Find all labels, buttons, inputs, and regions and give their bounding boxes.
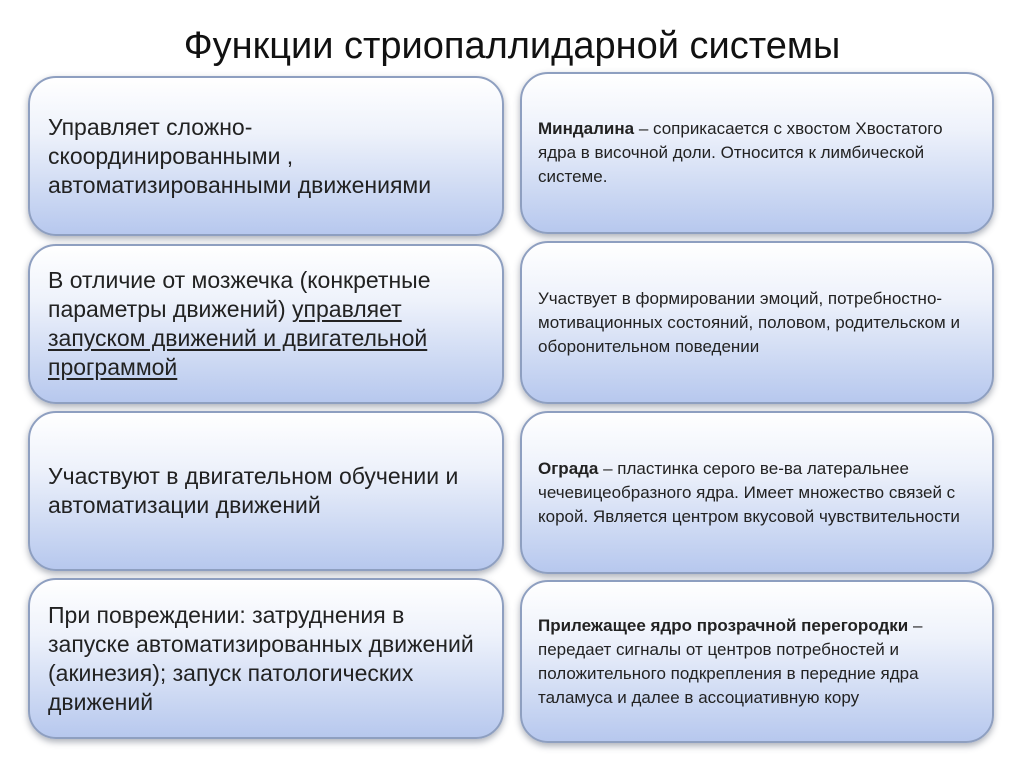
structure-card-text [538, 614, 976, 710]
function-card-learning [28, 411, 504, 571]
structure-definition: – передает сигналы от центров потребностей и положительного подкрепления в передние ядра таламуса и далее в ассоциативную кору [538, 615, 923, 707]
structure-card-amygdala [520, 72, 994, 234]
structure-card-emotions [520, 241, 994, 404]
structure-card-claustrum [520, 411, 994, 574]
structure-term: Прилежащее ядро прозрачной перегородки [538, 615, 909, 635]
structure-card-text [538, 117, 976, 189]
function-card-text: Управляет сложно-скоординированными , автоматизированными движениями [48, 113, 432, 198]
function-card-text-plain: В отличие от мозжечка (конкретные параметры движений) [48, 267, 431, 322]
function-card-text: При повреждении: затруднения в запуске автоматизированных движений (акинезия); запуск патологических движений [48, 601, 474, 715]
function-card-damage [28, 578, 504, 739]
function-card-text: Участвуют в двигательном обучении и автоматизации движений [48, 463, 459, 518]
function-card-coordination [28, 76, 504, 236]
function-card-text-underlined: управляет запуском движений и двигательной программой [48, 296, 428, 380]
structure-definition: – пластинка серого ве-ва латеральнее чечевицеобразного ядра. Имеет множество связей с корой. Является центром вкусовой чувствительности [538, 458, 960, 526]
structure-term: Ограда [538, 458, 599, 478]
structure-card-text: Участвует в формировании эмоций, потребностно-мотивационных состояний, половом, родительском и оборонительном поведении [538, 288, 960, 356]
slide-title: Функции стриопаллидарной системы [183, 25, 841, 67]
structure-definition: – соприкасается с хвостом Хвостатого ядра в височной доли. Относится к лимбической системе. [538, 119, 943, 186]
function-card-text [48, 266, 484, 382]
function-card-launch [28, 244, 504, 404]
structure-term: Миндалина [538, 119, 635, 138]
structure-card-accumbens [520, 580, 994, 743]
structure-card-text [538, 457, 976, 529]
